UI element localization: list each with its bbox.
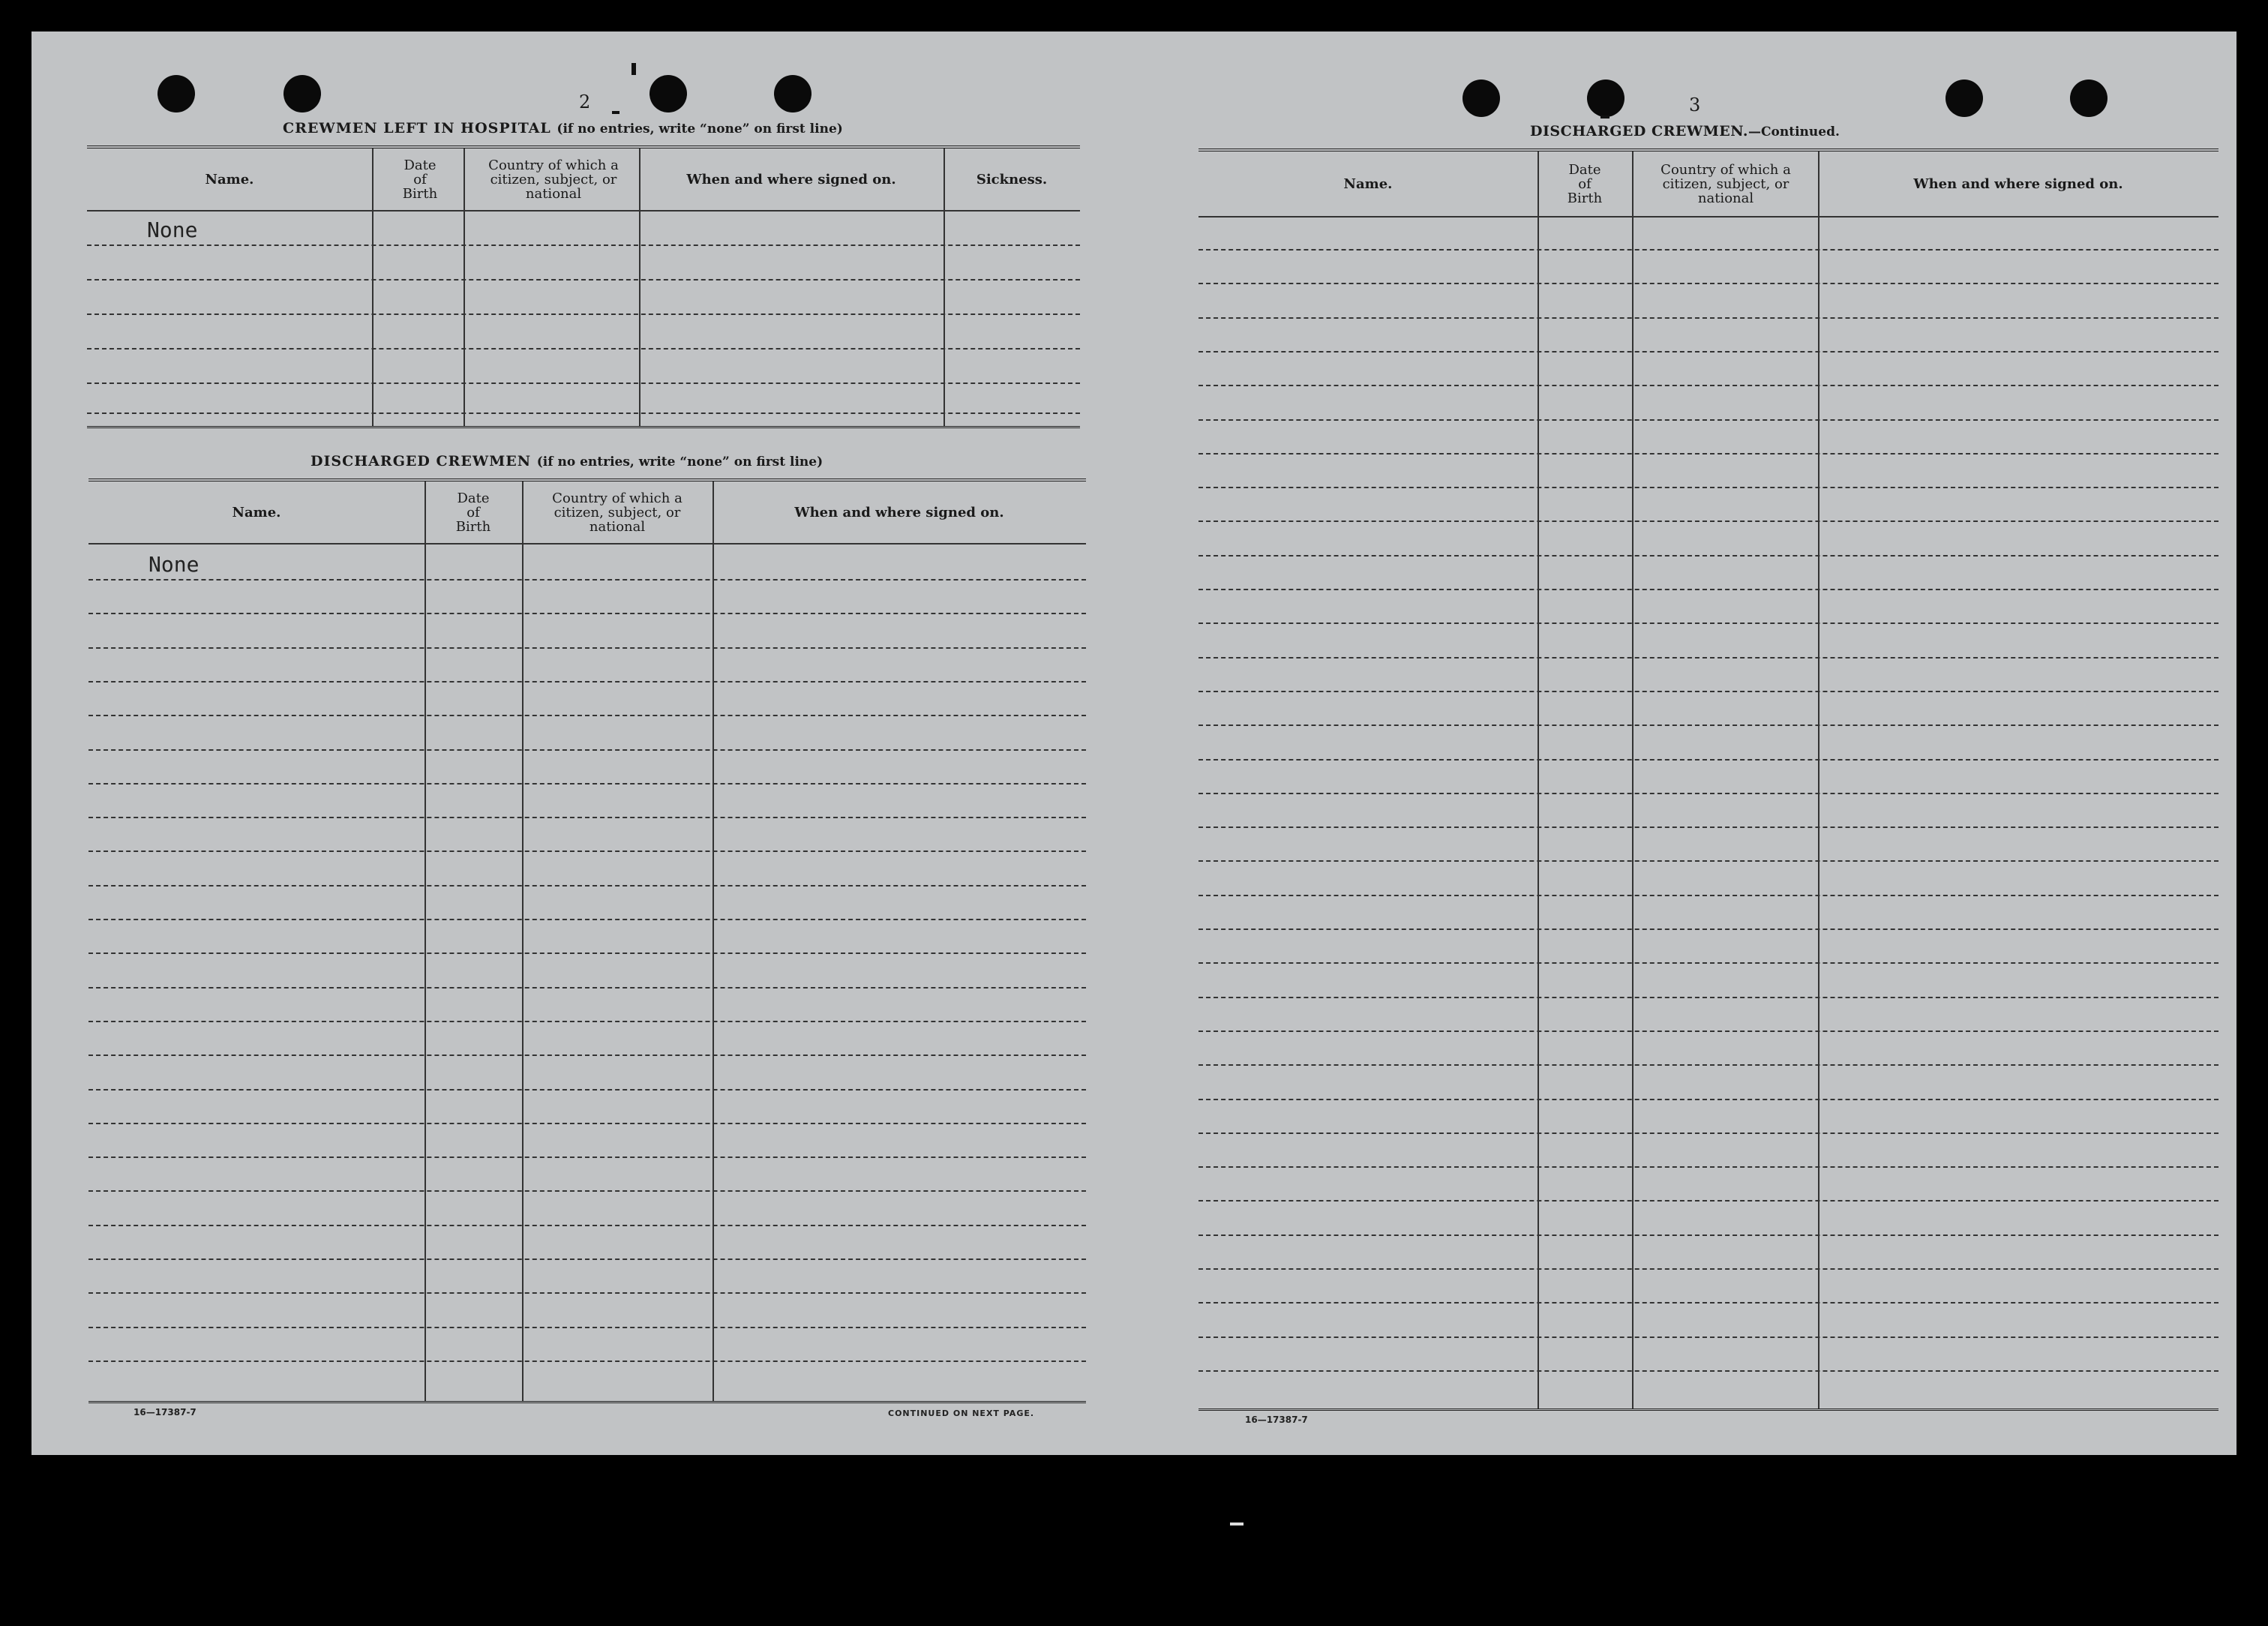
punch-hole: [1946, 80, 1983, 117]
column-divider: [712, 482, 714, 1401]
right-section-title: [1530, 123, 1840, 140]
column-header-country: Country of which a citizen, subject, or national: [1660, 161, 1791, 206]
hospital-table: [87, 146, 1080, 428]
ruled-row: [1198, 283, 2218, 284]
column-divider: [1538, 152, 1539, 1408]
hospital-first-entry: None: [147, 218, 198, 242]
ruled-row: [88, 1089, 1086, 1090]
ruled-row: [88, 850, 1086, 852]
ruled-row: [87, 314, 1080, 315]
column-header-country: Country of which a citizen, subject, or national: [488, 157, 619, 202]
right-title-text: DISCHARGED CREWMEN.: [1530, 123, 1749, 140]
ruled-row: [1198, 657, 2218, 658]
ruled-row: [1198, 1099, 2218, 1100]
hospital-section-title: [283, 120, 843, 136]
ruled-row: [1198, 520, 2218, 522]
ruled-row: [1198, 385, 2218, 386]
hospital-title-text: CREWMEN LEFT IN HOSPITAL: [283, 120, 551, 136]
ruled-row: [1198, 1166, 2218, 1168]
discharged-continued-table: [1198, 148, 2218, 1411]
discharged-first-entry: None: [148, 552, 200, 577]
ruled-row: [88, 987, 1086, 988]
ruled-row: [87, 412, 1080, 414]
ruled-row: [88, 1190, 1086, 1192]
ruled-row: [1198, 759, 2218, 760]
ruled-row: [88, 817, 1086, 818]
ruled-row: [1198, 622, 2218, 624]
column-divider: [424, 482, 426, 1401]
discharged-section-title: [310, 453, 823, 470]
ruled-row: [1198, 962, 2218, 964]
discharged-title-text: DISCHARGED CREWMEN: [310, 453, 532, 470]
ruled-row: [87, 279, 1080, 280]
ruled-row: [1198, 691, 2218, 692]
column-header-name: Name.: [205, 171, 254, 188]
ruled-row: [1198, 1132, 2218, 1134]
right-title-suffix: —Continued.: [1748, 124, 1840, 140]
ruled-row: [88, 919, 1086, 920]
ruled-row: [1198, 1030, 2218, 1032]
ruled-row: [88, 885, 1086, 886]
column-divider: [1632, 152, 1634, 1408]
column-divider: [522, 482, 524, 1401]
scan-speck: [1600, 116, 1610, 118]
ruled-row: [1198, 1370, 2218, 1372]
ruled-row: [1198, 1234, 2218, 1236]
column-header-date-of-birth: Date of Birth: [455, 490, 491, 535]
ruled-row: [1198, 826, 2218, 828]
continued-note: CONTINUED ON NEXT PAGE.: [888, 1408, 1035, 1418]
ruled-row: [1198, 249, 2218, 250]
column-header-country: Country of which a citizen, subject, or national: [552, 490, 682, 535]
ruled-row: [88, 1360, 1086, 1362]
ruled-row: [88, 681, 1086, 682]
ruled-row: [88, 783, 1086, 784]
column-header-sickness: Sickness.: [976, 171, 1048, 188]
punch-hole: [650, 75, 687, 112]
ruled-row: [88, 1123, 1086, 1124]
column-header-when-where-signed: When and where signed on.: [686, 171, 896, 188]
ruled-row: [88, 715, 1086, 716]
scan-speck: [612, 111, 620, 114]
punch-hole: [774, 75, 812, 112]
column-header-date-of-birth: Date of Birth: [402, 157, 438, 202]
page-number-right: 3: [1689, 94, 1701, 116]
ruled-row: [1198, 1302, 2218, 1304]
scan-speck: [1230, 1522, 1244, 1526]
ruled-row: [87, 382, 1080, 384]
ruled-row: [88, 613, 1086, 614]
ruled-row: [1198, 928, 2218, 930]
ruled-row: [1198, 453, 2218, 454]
ruled-row: [1198, 793, 2218, 794]
discharged-table: [88, 478, 1086, 1403]
ruled-row: [88, 1156, 1086, 1158]
ruled-row: [1198, 487, 2218, 488]
punch-hole: [158, 75, 195, 112]
ruled-row: [1198, 1336, 2218, 1338]
ruled-row: [88, 1225, 1086, 1226]
ruled-row: [1198, 1200, 2218, 1202]
ruled-row: [88, 1327, 1086, 1328]
ruled-row: [88, 1021, 1086, 1022]
punch-hole: [1587, 80, 1624, 117]
ruled-row: [1198, 351, 2218, 352]
ruled-row: [88, 647, 1086, 649]
ruled-row: [87, 348, 1080, 350]
punch-hole: [284, 75, 321, 112]
ruled-row: [1198, 1064, 2218, 1066]
page-number-left: 2: [579, 92, 591, 112]
ruled-row: [1198, 860, 2218, 862]
ruled-row: [88, 1292, 1086, 1294]
discharged-title-note: (if no entries, write “none” on first line): [536, 454, 824, 470]
column-header-when-where-signed: When and where signed on.: [794, 504, 1004, 520]
punch-hole: [1462, 80, 1500, 117]
column-divider: [372, 148, 374, 426]
form-code-right: 16—17387-7: [1245, 1414, 1308, 1425]
ruled-row: [1198, 1268, 2218, 1270]
column-header-name: Name.: [232, 504, 281, 520]
ruled-row: [88, 1054, 1086, 1056]
ruled-row: [1198, 724, 2218, 726]
ruled-row: [88, 1258, 1086, 1260]
hospital-title-note: (if no entries, write “none” on first line): [556, 122, 843, 136]
punch-hole: [2070, 80, 2108, 117]
column-divider: [464, 148, 465, 426]
column-header-date-of-birth: Date of Birth: [1567, 161, 1603, 206]
ruled-row: [1198, 895, 2218, 896]
ruled-row: [1198, 317, 2218, 319]
scan-speck: [632, 63, 636, 75]
column-header-name: Name.: [1343, 176, 1393, 192]
ruled-row: [88, 952, 1086, 954]
ruled-row: [88, 579, 1086, 580]
column-divider: [1818, 152, 1820, 1408]
ruled-row: [1198, 419, 2218, 421]
ruled-row: [87, 244, 1080, 246]
ruled-row: [1198, 997, 2218, 998]
ruled-row: [88, 749, 1086, 751]
scanned-manifest-sheet: [32, 32, 2236, 1455]
ruled-row: [1198, 589, 2218, 590]
column-header-when-where-signed: When and where signed on.: [1913, 176, 2123, 192]
ruled-row: [1198, 555, 2218, 556]
form-code-left: 16—17387-7: [134, 1407, 196, 1418]
